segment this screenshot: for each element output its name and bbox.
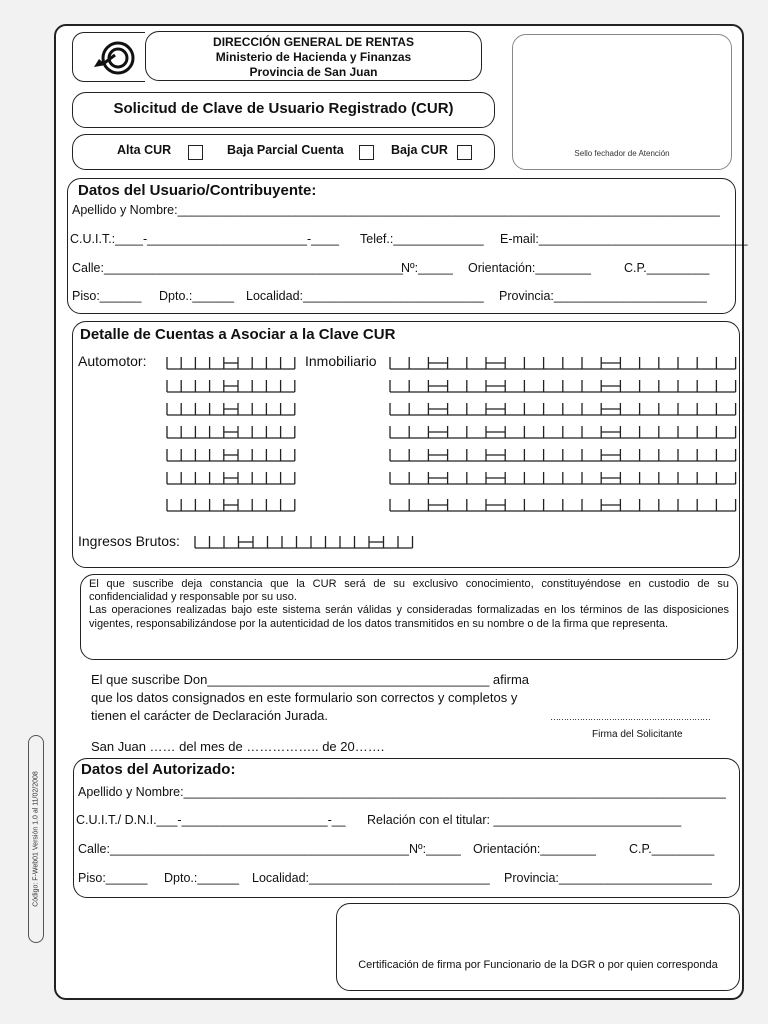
autorizado-title: Datos del Autorizado: [81, 761, 236, 778]
logo-box [72, 32, 145, 82]
automotor-grid-row-1 [167, 357, 295, 369]
usuario-title: Datos del Usuario/Contribuyente: [78, 182, 317, 199]
form-code-label [28, 735, 44, 943]
inmobiliario-grid-row-4 [390, 426, 736, 438]
signature-line[interactable]: …………………………………………………… [550, 712, 710, 722]
usuario-email-field[interactable]: E-mail:______________________________ [500, 232, 748, 246]
automotor-grid-row-3 [167, 403, 295, 415]
inmobiliario-label: Inmobiliario [305, 353, 377, 369]
usuario-apellido-field[interactable]: Apellido y Nombre:______________________________________________________________________________ [72, 203, 720, 217]
usuario-nro-field[interactable]: Nº:_____ [401, 261, 453, 275]
cuentas-title: Detalle de Cuentas a Asociar a la Clave CUR [80, 326, 396, 343]
usuario-telef-field[interactable]: Telef.:_____________ [360, 232, 484, 246]
alta-cur-label: Alta CUR [117, 143, 172, 157]
usuario-section [67, 178, 748, 314]
automotor-grid-row-6 [167, 472, 295, 484]
responsibility-note [80, 574, 738, 660]
autorizado-section [73, 758, 740, 898]
inmobiliario-grid-row-6 [390, 472, 736, 484]
autorizado-dpto-field[interactable]: Dpto.:______ [164, 871, 240, 885]
inmobiliario-grid-row-7 [390, 499, 736, 511]
autorizado-apellido-field[interactable]: Apellido y Nombre:______________________________________________________________________________ [78, 785, 726, 799]
autorizado-cuit-field[interactable]: C.U.I.T./ D.N.I.___-_____________________-__ [76, 813, 346, 827]
autorizado-orientacion-field[interactable]: Orientación:________ [473, 842, 597, 856]
autorizado-relacion-field[interactable]: Relación con el titular: ___________________________ [367, 813, 682, 827]
autorizado-cp-field[interactable]: C.P._________ [629, 842, 715, 856]
automotor-grid-row-5 [167, 449, 295, 461]
stamp-box [512, 34, 732, 170]
note-paragraph-2: Las operaciones realizadas bajo este sistema serán válidas y consideradas formalizadas en los términos de las disposiciones vigentes, responsabilizándose por la autenticidad de los datos transmitidos en su nombre o de la firma que representa. [89, 604, 729, 630]
baja-parcial-checkbox[interactable] [359, 145, 374, 160]
automotor-grid-row-2 [167, 380, 295, 392]
inmobiliario-grid-row-3 [390, 403, 736, 415]
usuario-provincia-field[interactable]: Provincia:______________________ [499, 289, 707, 303]
ingresos-brutos-grid [195, 536, 413, 548]
declaration-line-2: que los datos consignados en este formulario son correctos y completos y [91, 690, 518, 705]
autorizado-nro-field[interactable]: Nº:_____ [409, 842, 461, 856]
certification-box[interactable] [336, 903, 740, 991]
automotor-grid-row-7 [167, 499, 295, 511]
declaration-line-3: tienen el carácter de Declaración Jurada. [91, 708, 329, 723]
header-line-1: DIRECCIÓN GENERAL DE RENTAS [213, 35, 414, 49]
declaration-line-1: El que suscribe Don_______________________________________ afirma [91, 672, 530, 687]
usuario-calle-field[interactable]: Calle:___________________________________________ [72, 261, 403, 275]
header-line-2: Ministerio de Hacienda y Finanzas [215, 50, 412, 64]
usuario-piso-field[interactable]: Piso:______ [72, 289, 142, 303]
cuentas-section [72, 321, 740, 568]
usuario-cuit-field[interactable]: C.U.I.T.:____-_______________________-____ [70, 232, 339, 246]
ingresos-brutos-label: Ingresos Brutos: [78, 533, 180, 549]
usuario-cp-field[interactable]: C.P._________ [624, 261, 710, 275]
account-digit-grids[interactable] [73, 322, 739, 567]
autorizado-calle-field[interactable]: Calle:___________________________________________ [78, 842, 409, 856]
baja-cur-label: Baja CUR [391, 143, 448, 157]
note-paragraph-1: El que suscribe deja constancia que la CUR será de su exclusivo conocimiento, constituyéndose en custodio de su confidencialidad y responsable por su uso. [89, 578, 729, 604]
form-code-text: Código: F-Web01 Versión 1.0 al 11/02/2008 [32, 771, 40, 907]
alta-cur-checkbox[interactable] [188, 145, 203, 160]
automotor-label: Automotor: [78, 353, 147, 369]
request-type-options [72, 134, 495, 170]
usuario-localidad-field[interactable]: Localidad:__________________________ [246, 289, 484, 303]
autorizado-piso-field[interactable]: Piso:______ [78, 871, 148, 885]
usuario-orientacion-field[interactable]: Orientación:________ [468, 261, 592, 275]
certification-label: Certificación de firma por Funcionario de la DGR o por quien corresponda [358, 959, 718, 971]
autorizado-provincia-field[interactable]: Provincia:______________________ [504, 871, 712, 885]
declaration-date[interactable]: San Juan …… del mes de …………….. de 20……. [91, 739, 385, 754]
usuario-dpto-field[interactable]: Dpto.:______ [159, 289, 235, 303]
autorizado-localidad-field[interactable]: Localidad:__________________________ [252, 871, 490, 885]
signature-label: Firma del Solicitante [592, 729, 683, 740]
inmobiliario-grid-row-2 [390, 380, 736, 392]
baja-cur-checkbox[interactable] [457, 145, 472, 160]
dgr-logo-icon [73, 33, 145, 81]
inmobiliario-grid-row-5 [390, 449, 736, 461]
header-box [145, 31, 482, 81]
automotor-grid-row-4 [167, 426, 295, 438]
stamp-label: Sello fechador de Atención [574, 149, 670, 158]
baja-parcial-label: Baja Parcial Cuenta [227, 143, 344, 157]
header-line-3: Provincia de San Juan [249, 65, 378, 79]
form-title: Solicitud de Clave de Usuario Registrado (CUR) [72, 92, 495, 128]
inmobiliario-grid-row-1 [390, 357, 736, 369]
